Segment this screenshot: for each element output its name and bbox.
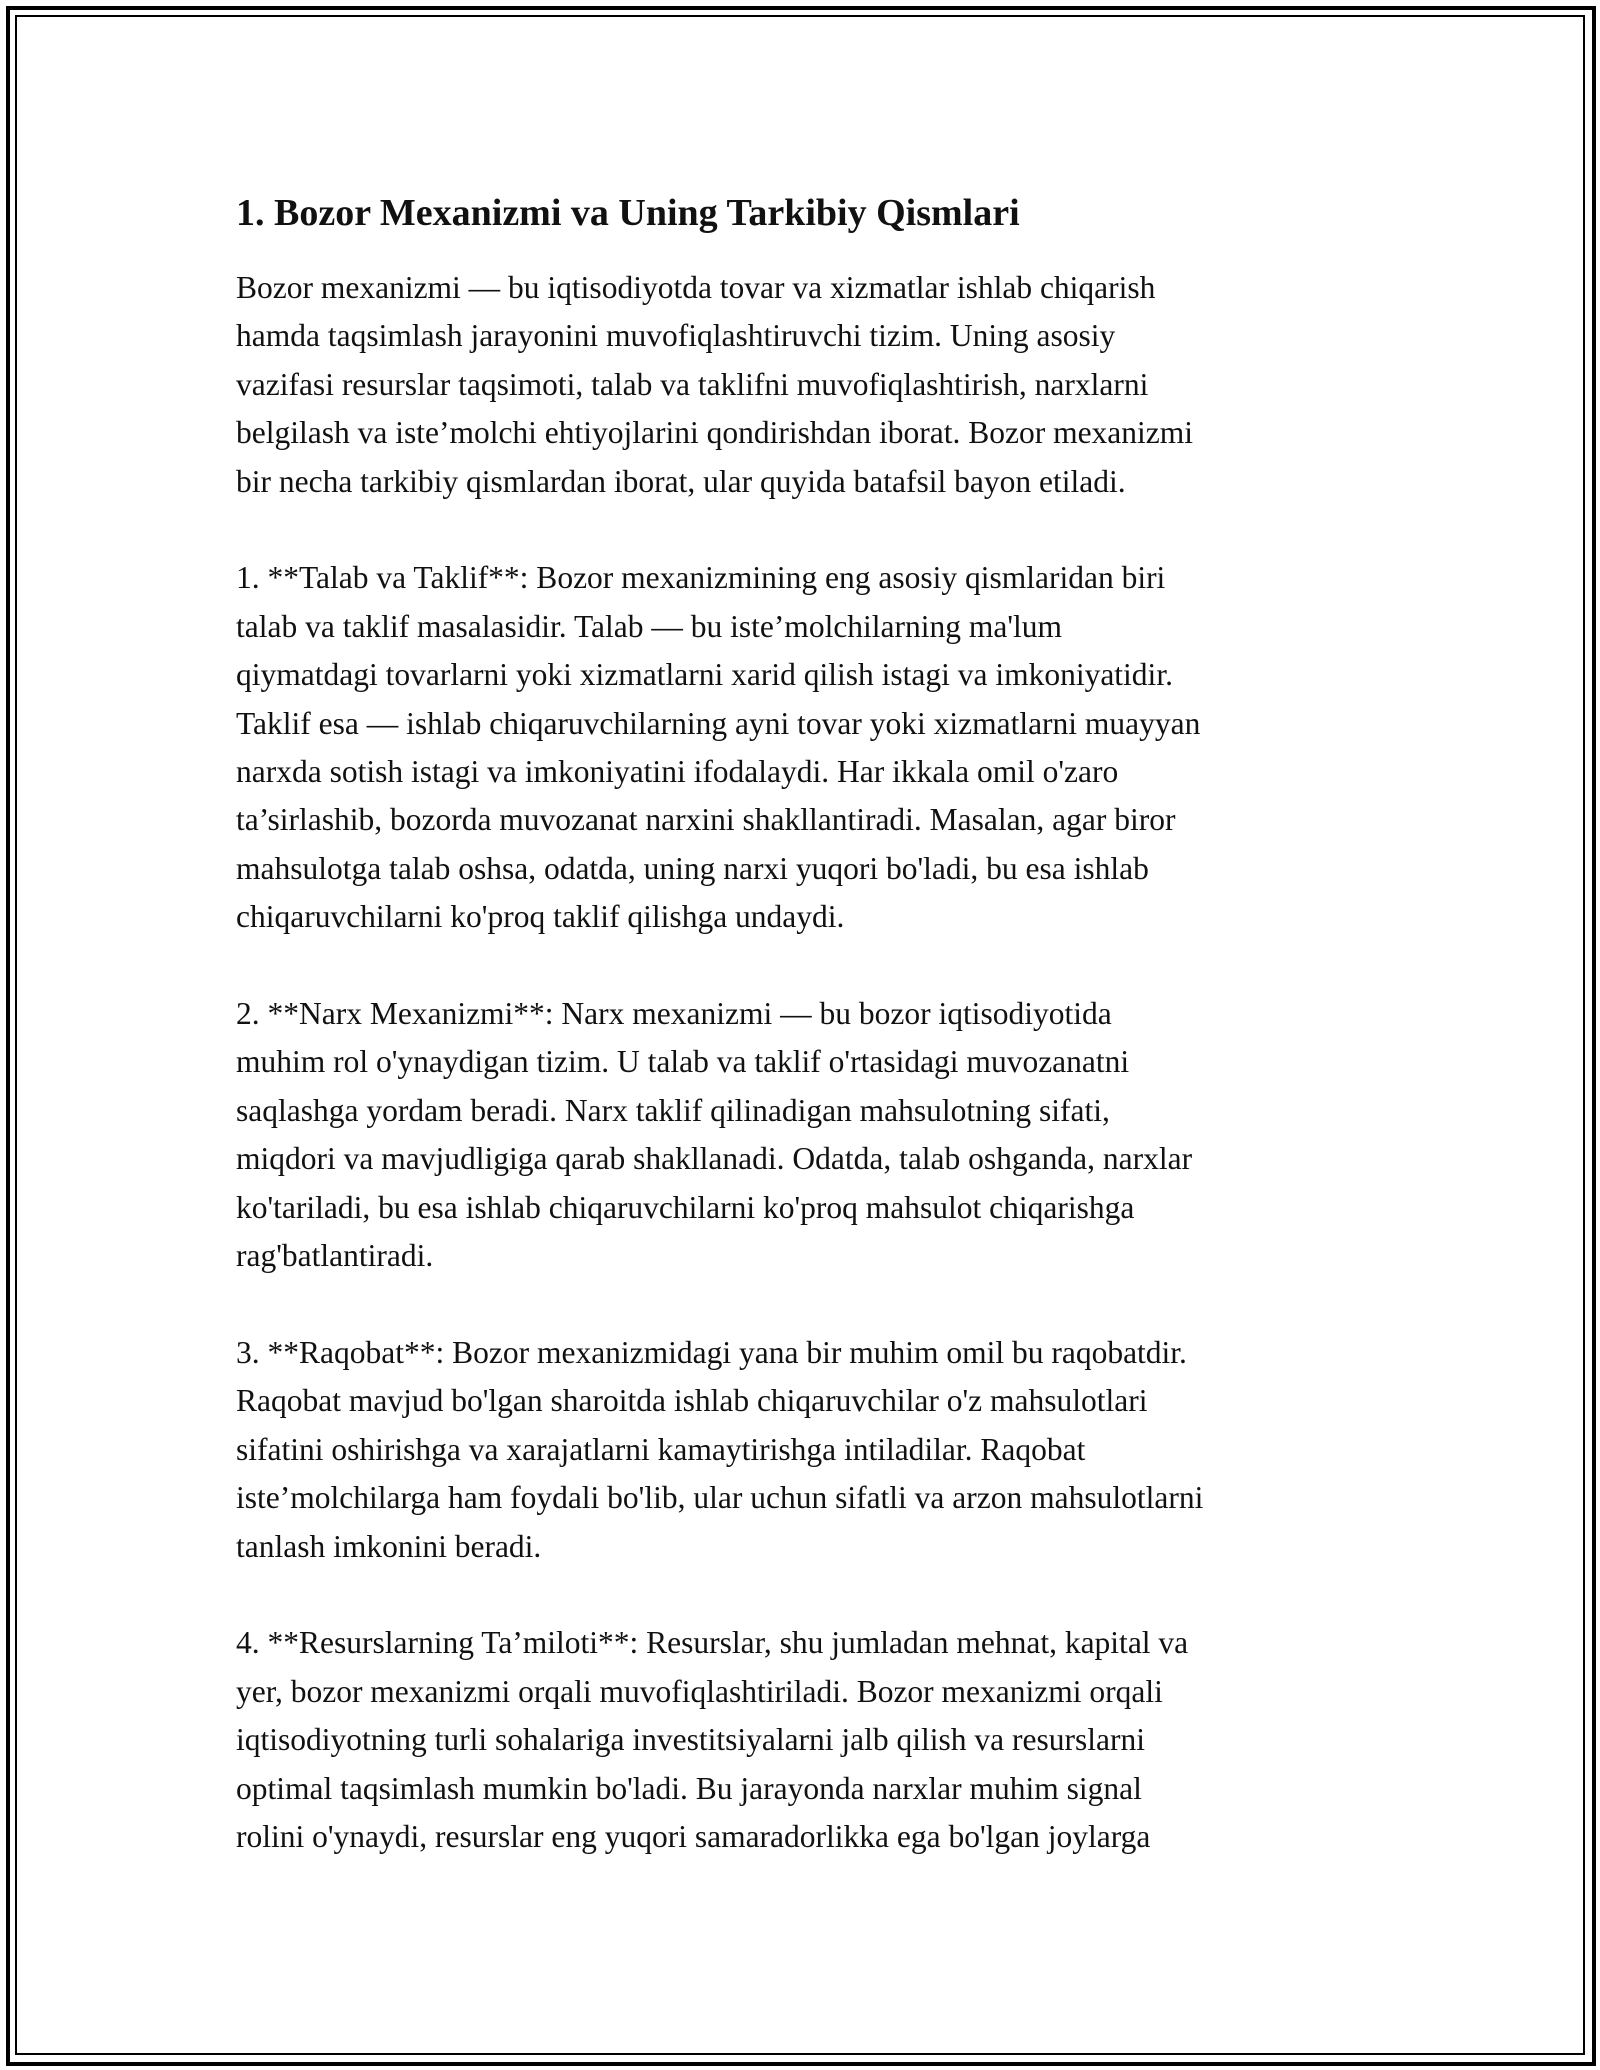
intro-paragraph: Bozor mexanizmi — bu iqtisodiyotda tovar va xizmatlar ishlab chiqarish hamda taqsimlash jarayonini muvofiqlashtiruvchi tizim. Uning asosiy vazifasi resurslar taqsimoti, talab va taklifni muvofiqlashtirish, narxlarni belgilash va iste’molchi ehtiyojlarini qondirishdan iborat. Bozor mexanizmi bir necha tarkibiy qismlardan iborat, ular quyida batafsil bayon etiladi.: [236, 270, 1194, 499]
paragraph-resurslarning-tamiloti: 4. **Resurslarning Ta’miloti**: Resurslar, shu jumladan mehnat, kapital va yer, bozor mexanizmi orqali muvofiqlashtiriladi. Bozor mexanizmi orqali iqtisodiyotning turli sohalariga investitsiyalarni jalb qilish va resurslarni optimal taqsimlash mumkin bo'ladi. Bu jarayonda narxlar muhim signal rolini o'ynaydi, resurslar eng yuqori samaradorlikka ega bo'lgan joylarga: [236, 1625, 1189, 1854]
section-heading: 1. Bozor Mexanizmi va Uning Tarkibiy Qismlari: [236, 192, 1020, 234]
paragraph-narx-mexanizmi: 2. **Narx Mexanizmi**: Narx mexanizmi — bu bozor iqtisodiyotida muhim rol o'ynaydigan tizim. U talab va taklif o'rtasidagi muvozanatni saqlashga yordam beradi. Narx taklif qilinadigan mahsulotning sifati, miqdori va mavjudligiga qarab shakllanadi. Odatda, talab oshganda, narxlar ko'tariladi, bu esa ishlab chiqaruvchilarni ko'proq mahsulot chiqarishga rag'batlantiradi.: [236, 996, 1193, 1274]
document-body: [236, 188, 1366, 1910]
paragraph-raqobat: 3. **Raqobat**: Bozor mexanizmidagi yana bir muhim omil bu raqobatdir. Raqobat mavjud bo'lgan sharoitda ishlab chiqaruvchilar o'z mahsulotlari sifatini oshirishga va xarajatlarni kamaytirishga intiladilar. Raqobat iste’molchilarga ham foydali bo'lib, ular uchun sifatli va arzon mahsulotlarni tanlash imkonini beradi.: [236, 1334, 1204, 1564]
paragraph-talab-va-taklif: 1. **Talab va Taklif**: Bozor mexanizmining eng asosiy qismlaridan biri talab va taklif masalasidir. Talab — bu iste’molchilarning ma'lum qiymatdagi tovarlarni yoki xizmatlarni xarid qilish istagi va imkoniyatidir. Taklif esa — ishlab chiqaruvchilarning ayni tovar yoki xizmatlarni muayyan narxda sotish istagi va imkoniyatini ifodalaydi. Har ikkala omil o'zaro ta’sirlashib, bozorda muvozanat narxini shakllantiradi. Masalan, agar biror mahsulotga talab oshsa, odatda, uning narxi yuqori bo'ladi, bu esa ishlab chiqaruvchilarni ko'proq taklif qilishga undaydi.: [236, 560, 1201, 935]
